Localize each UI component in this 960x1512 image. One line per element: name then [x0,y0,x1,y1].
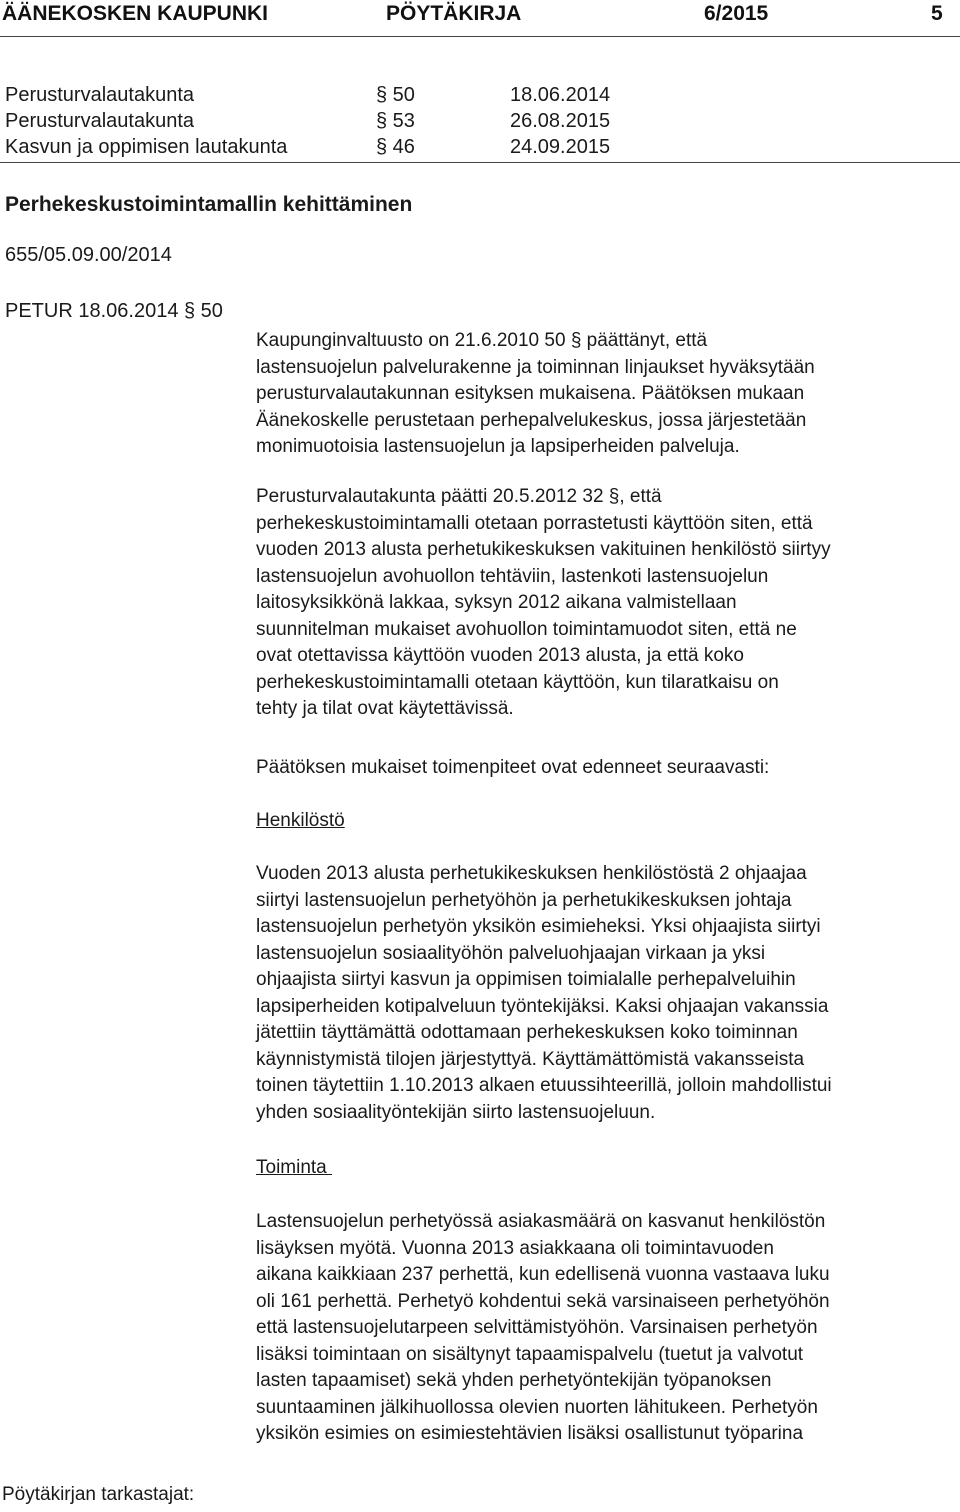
text-line: lasten tapaamiset) sekä yhden perhetyöntekijän työpanoksen [256,1370,772,1391]
text-line: perhekeskustoimintamalli otetaan porrastetusti käyttöön siten, että [256,512,813,534]
text-line: lisäyksen myötä. Vuonna 2013 asiakkaana oli toimintavuoden [256,1237,774,1259]
document-type: PÖYTÄKIRJA [386,2,522,25]
section-heading-staff: Henkilöstö [256,810,345,831]
text-line: siirtyi lastensuojelun perhetyöhön ja perhetukikeskuksen johtaja [256,889,792,911]
text-line: että lastensuojelutarpeen selvittämistyöhön. Varsinaisen perhetyön [256,1317,818,1338]
text-line: yksikön esimies on esimiestehtävien lisäksi osallistunut työparina [256,1423,804,1444]
document-number: 6/2015 [704,2,769,25]
text-line: suuntaaminen jälkihuollossa olevien nuorten lähitukeen. Perhetyön [256,1396,818,1418]
text-line: perusturvalautakunnan esityksen mukaisena. Päätöksen mukaan [256,383,805,404]
paragraph [256,484,831,723]
organization-name: ÄÄNEKOSKEN KAUPUNKI [2,2,269,25]
meetings-rule [0,162,960,163]
meeting-section: § 50 [376,84,415,106]
meeting-section: § 53 [376,110,415,132]
meeting-body: Perusturvalautakunta [5,84,195,106]
text-line: Äänekoskelle perustetaan perhepalvelukeskus, jossa järjestetään [256,409,807,431]
footer-inspectors-label: Pöytäkirjan tarkastajat: [2,1484,195,1505]
paragraph [256,861,832,1126]
meeting-date: 26.08.2015 [510,110,611,132]
paragraph [256,1209,830,1448]
header-rule [0,36,960,37]
text-line: Lastensuojelun perhetyössä asiakasmäärä on kasvanut henkilöstön [256,1211,826,1232]
meeting-date: 18.06.2014 [510,84,611,106]
text-line: aikana kaikkiaan 237 perhettä, kun edellisenä vuonna vastaava luku [256,1264,830,1285]
text-line: ovat otettavissa käyttöön vuoden 2013 alusta, ja että koko [256,645,744,666]
meeting-section: § 46 [376,136,415,158]
text-line: lastensuojelun palvelurakenne ja toiminnan linjaukset hyväksytään [256,356,815,378]
text-line: monimuotoisia lastensuojelun ja lapsiperheiden palveluja. [256,436,740,457]
text-line: lastensuojelun avohuollon tehtäviin, lastenkoti lastensuojelun [256,565,769,587]
text-line: Vuoden 2013 alusta perhetukikeskuksen henkilöstöstä 2 ohjaajaa [256,863,807,884]
text-line: Kaupunginvaltuusto on 21.6.2010 50 § päättänyt, että [256,330,708,351]
text-line: lastensuojelun sosiaalityöhön palveluohjaajan virkaan ja yksi [256,942,766,964]
text-line: käynnistymistä tilojen järjestyttyä. Käyttämättömistä vakansseista [256,1048,805,1070]
text-line: tehty ja tilat ovat käytettävissä. [256,698,514,719]
text-line: ohjaajista siirtyi kasvun ja oppimisen toimialalle perhepalveluihin [256,969,796,990]
paragraph [256,755,769,782]
text-line: Perusturvalautakunta päätti 20.5.2012 32 §, että [256,486,662,507]
record-number: 655/05.09.00/2014 [5,244,172,266]
prelude-reference: PETUR 18.06.2014 § 50 [5,300,223,322]
text-line: suunnitelman mukaiset avohuollon toimintamuodot siten, että ne [256,618,797,640]
section-heading-operations: Toiminta [256,1157,333,1178]
text-line: perhekeskustoimintamalli otetaan käyttöön, kun tilaratkaisu on [256,671,779,693]
text-line: yhden sosiaalityöntekijän siirto lastensuojeluun. [256,1101,656,1123]
text-line: lapsiperheiden kotipalveluun työntekijäksi. Kaksi ohjaajan vakanssia [256,995,829,1017]
paragraph [256,328,815,461]
meeting-body: Kasvun ja oppimisen lautakunta [5,136,288,158]
text-line: lastensuojelun perhetyön yksikön esimieheksi. Yksi ohjaajista siirtyi [256,916,821,937]
text-line: lisäksi toimintaan on sisältynyt tapaamispalvelu (tuetut ja valvotut [256,1343,804,1365]
page-number: 5 [931,2,943,25]
meeting-date: 24.09.2015 [510,136,611,158]
text-line: oli 161 perhettä. Perhetyö kohdentui sekä varsinaiseen perhetyöhön [256,1290,830,1312]
meeting-body: Perusturvalautakunta [5,110,195,132]
text-line: toinen täytettiin 1.10.2013 alkaen etuussihteerillä, jolloin mahdollistui [256,1075,832,1096]
text-line: jätettiin täyttämättä odottamaan perhekeskuksen koko toiminnan [256,1022,798,1043]
text-line: vuoden 2013 alusta perhetukikeskuksen vakituinen henkilöstö siirtyy [256,539,831,560]
text-line: laitosyksikkönä lakkaa, syksyn 2012 aikana valmistellaan [256,592,737,613]
document-title: Perhekeskustoimintamallin kehittäminen [5,193,413,216]
text-line: Päätöksen mukaiset toimenpiteet ovat edenneet seuraavasti: [256,757,770,778]
